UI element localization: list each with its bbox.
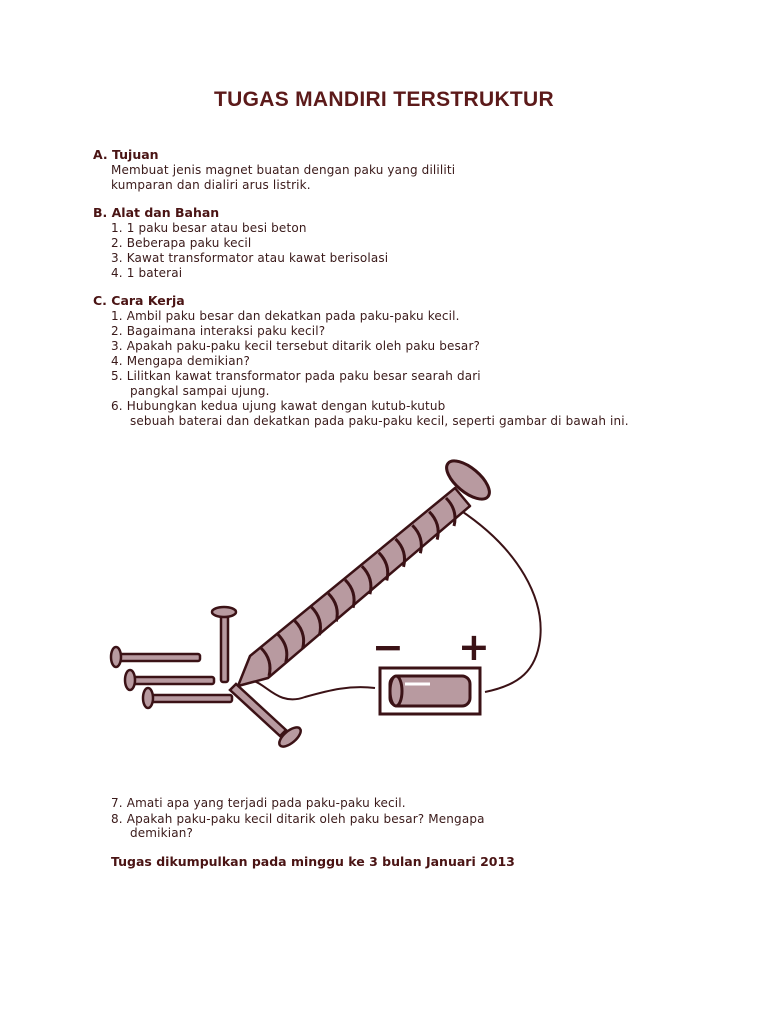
alat-item: 3. Kawat transformator atau kawat berisolasi (111, 251, 389, 265)
battery-minus-label: − (372, 625, 404, 669)
alat-item: 4. 1 baterai (111, 266, 183, 280)
cara-item: 4. Mengapa demikian? (111, 354, 250, 368)
wire-bottom (238, 680, 375, 699)
cara-item-continuation: demikian? (130, 826, 193, 840)
alat-item: 2. Beberapa paku kecil (111, 236, 252, 250)
cara-item: 1. Ambil paku besar dan dekatkan pada paku-paku kecil. (111, 309, 460, 323)
deadline-note: Tugas dikumpulkan pada minggu ke 3 bulan Januari 2013 (111, 854, 515, 869)
section-heading-tujuan: A. Tujuan (93, 147, 159, 162)
tujuan-line: kumparan dan dialiri arus listrik. (111, 178, 311, 192)
small-nail-diagonal (230, 684, 304, 750)
small-nail-vertical (212, 607, 236, 682)
alat-item: 1. 1 paku besar atau besi beton (111, 221, 307, 235)
small-nail (111, 647, 200, 667)
cara-item: 7. Amati apa yang terjadi pada paku-paku kecil. (111, 796, 406, 810)
small-nail (143, 688, 232, 708)
section-heading-alat: B. Alat dan Bahan (93, 205, 220, 220)
cara-item: 8. Apakah paku-paku kecil ditarik oleh paku besar? Mengapa (111, 812, 485, 826)
cara-item-continuation: sebuah baterai dan dekatkan pada paku-paku kecil, seperti gambar di bawah ini. (130, 414, 629, 428)
cara-item: 6. Hubungkan kedua ujung kawat dengan kutub-kutub (111, 399, 446, 413)
small-nail (125, 670, 214, 690)
battery-plus-label: + (458, 625, 490, 669)
cara-item: 3. Apakah paku-paku kecil tersebut ditarik oleh paku besar? (111, 339, 481, 353)
cara-item-continuation: pangkal sampai ujung. (130, 384, 270, 398)
cara-item: 5. Lilitkan kawat transformator pada paku besar searah dari (111, 369, 481, 383)
page-title: TUGAS MANDIRI TERSTRUKTUR (214, 88, 554, 111)
battery (380, 668, 480, 714)
electromagnet-illustration (100, 450, 570, 760)
cara-item: 2. Bagaimana interaksi paku kecil? (111, 324, 326, 338)
tujuan-line: Membuat jenis magnet buatan dengan paku yang dililiti (111, 163, 456, 177)
section-heading-cara: C. Cara Kerja (93, 293, 185, 308)
